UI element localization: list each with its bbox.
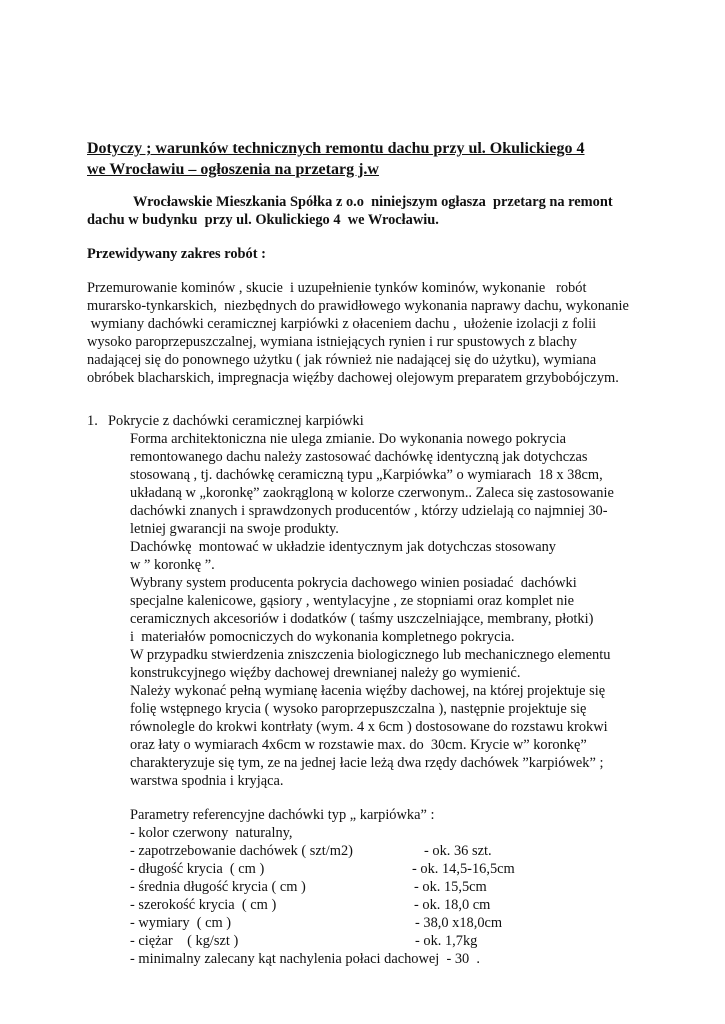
section-line: ceramicznych akcesoriów i dodatków ( taśmy uszczelniające, membrany, płotki) bbox=[130, 611, 594, 627]
intro-line-1: Wrocławskie Mieszkania Spółka z o.o niniejszym ogłasza przetarg na remont bbox=[133, 194, 613, 210]
scope-line: wysoko paroprzepuszczalnej, wymiana istniejących rynien i rur spustowych z blachy bbox=[87, 334, 577, 350]
scope-heading: Przewidywany zakres robót : bbox=[87, 246, 266, 262]
section-line: oraz łaty o wymiarach 4x6cm w rozstawie max. do 30cm. Krycie w” koronkę” bbox=[130, 737, 587, 753]
section-line: dachówki znanych i sprawdzonych producentów , którzy udzielają co najmniej 30- bbox=[130, 503, 608, 519]
section-line: Forma architektoniczna nie ulega zmianie. Do wykonania nowego pokrycia bbox=[130, 431, 566, 447]
param-label: - średnia długość krycia ( cm ) bbox=[130, 879, 306, 895]
section-line: warstwa spodnia i kryjąca. bbox=[130, 773, 284, 789]
section-line: Wybrany system producenta pokrycia dachowego winien posiadać dachówki bbox=[130, 575, 577, 591]
param-value: - ok. 36 szt. bbox=[424, 843, 492, 859]
param-value: - ok. 18,0 cm bbox=[414, 897, 491, 913]
scope-line: wymiany dachówki ceramicznej karpiówki z ołaceniem dachu , ułożenie izolacji z folii bbox=[87, 316, 597, 332]
document-title-line-1: Dotyczy ; warunków technicznych remontu dachu przy ul. Okulickiego 4 bbox=[87, 140, 585, 157]
param-label: - szerokość krycia ( cm ) bbox=[130, 897, 277, 913]
param-label: - ciężar ( kg/szt ) bbox=[130, 933, 239, 949]
section-line: letniej gwarancji na swoje produkty. bbox=[130, 521, 339, 537]
section-line: W przypadku stwierdzenia zniszczenia biologicznego lub mechanicznego elementu bbox=[130, 647, 611, 663]
scope-line: murarsko-tynkarskich, niezbędnych do prawidłowego wykonania naprawy dachu, wykonanie bbox=[87, 298, 629, 314]
scope-line: nadającej się do ponownego użytku ( jak również nie nadającej się do użytku), wymiana bbox=[87, 352, 597, 368]
section-number: 1. bbox=[87, 413, 98, 429]
param-value: - ok. 1,7kg bbox=[415, 933, 478, 949]
param-label: - długość krycia ( cm ) bbox=[130, 861, 265, 877]
params-heading: Parametry referencyjne dachówki typ „ karpiówka” : bbox=[130, 807, 435, 823]
param-value: - 38,0 x18,0cm bbox=[415, 915, 503, 931]
document-title-line-2: we Wrocławiu – ogłoszenia na przetarg j.w bbox=[87, 161, 379, 178]
param-label: - zapotrzebowanie dachówek ( szt/m2) bbox=[130, 843, 353, 859]
section-line: konstrukcyjnego więźby dachowej drewnianej należy go wymienić. bbox=[130, 665, 521, 681]
section-line: i materiałów pomocniczych do wykonania kompletnego pokrycia. bbox=[130, 629, 515, 645]
section-line: specjalne kalenicowe, gąsiory , wentylacyjne , ze stopniami oraz komplet nie bbox=[130, 593, 574, 609]
section-line: Dachówkę montować w układzie identycznym jak dotychczas stosowany bbox=[130, 539, 556, 555]
section-line: stosowaną , tj. dachówkę ceramiczną typu „Karpiówka” o wymiarach 18 x 38cm, bbox=[130, 467, 603, 483]
section-line: Należy wykonać pełną wymianę łacenia więźby dachowej, na której projektuje się bbox=[130, 683, 606, 699]
param-label: - minimalny zalecany kąt nachylenia połaci dachowej - 30 . bbox=[130, 951, 481, 967]
scope-line: obróbek blacharskich, impregnacja więźby dachowej olejowym preparatem grzybobójczym. bbox=[87, 370, 619, 386]
intro-line-2: dachu w budynku przy ul. Okulickiego 4 we Wrocławiu. bbox=[87, 212, 439, 228]
section-line: charakteryzuje się tym, ze na jednej łacie leżą dwa rzędy dachówek ”karpiówek” ; bbox=[130, 755, 604, 771]
section-line: remontowanego dachu należy zastosować dachówkę identyczną jak dotychczas bbox=[130, 449, 588, 465]
param-label: - kolor czerwony naturalny, bbox=[130, 825, 293, 841]
section-heading: Pokrycie z dachówki ceramicznej karpiówki bbox=[108, 413, 364, 429]
param-value: - ok. 15,5cm bbox=[414, 879, 487, 895]
scope-line: Przemurowanie kominów , skucie i uzupełnienie tynków kominów, wykonanie robót bbox=[87, 280, 587, 296]
section-line: równolegle do krokwi kontrłaty (wym. 4 x 6cm ) dostosowane do rozstawu krokwi bbox=[130, 719, 608, 735]
section-line: układaną w „koronkę” zaokrągloną w kolorze czerwonym.. Zaleca się zastosowanie bbox=[130, 485, 614, 501]
param-value: - ok. 14,5-16,5cm bbox=[412, 861, 515, 877]
section-line: w ” koronkę ”. bbox=[130, 557, 215, 573]
section-line: folię wstępnego krycia ( wysoko paroprzepuszczalna ), następnie projektuje się bbox=[130, 701, 587, 717]
param-label: - wymiary ( cm ) bbox=[130, 915, 232, 931]
